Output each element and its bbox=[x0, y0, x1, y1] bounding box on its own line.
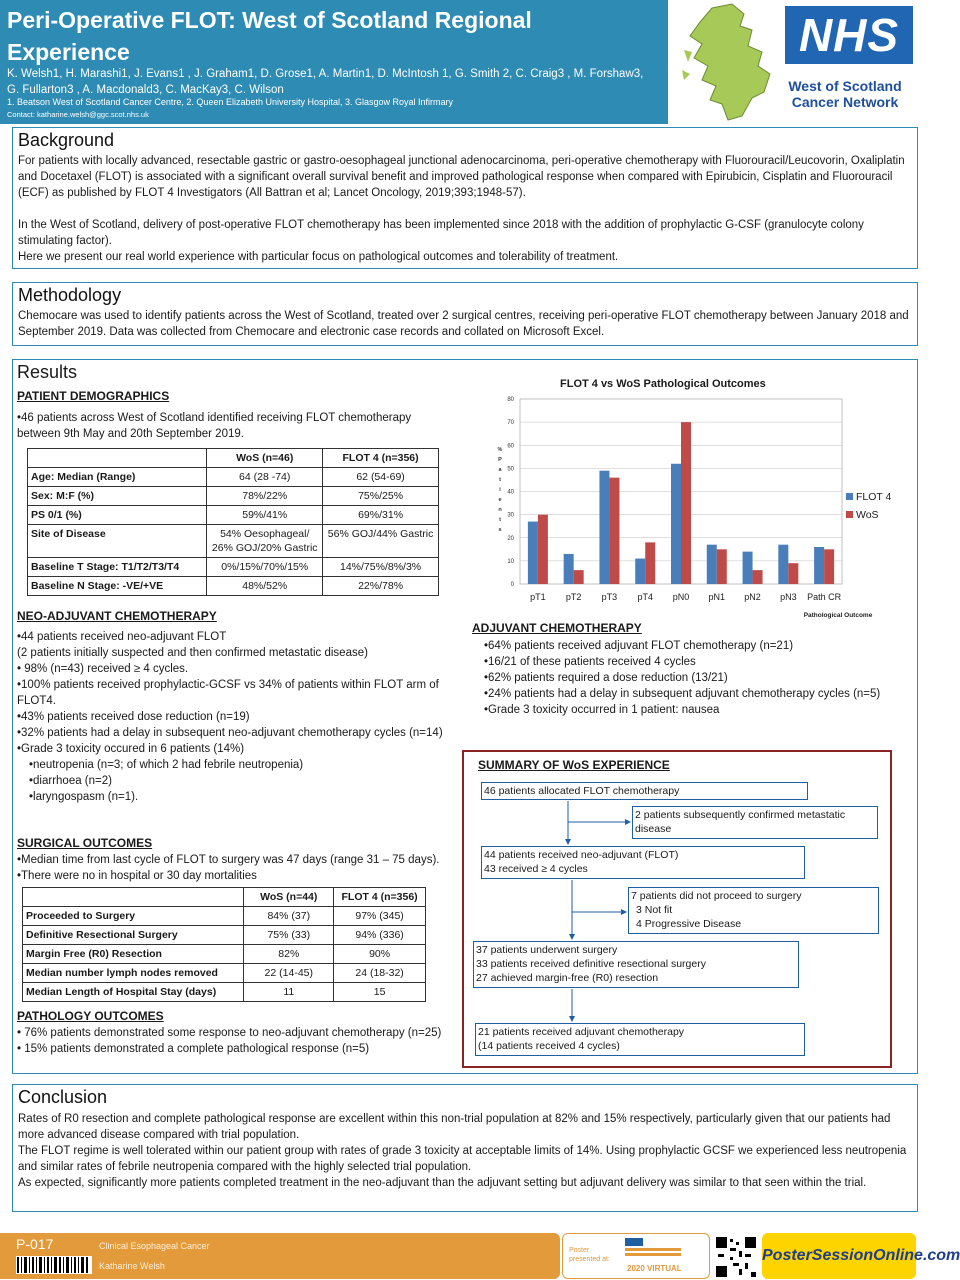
list-item: • 76% patients demonstrated some response to neo-adjuvant chemotherapy (n=25) bbox=[17, 1027, 442, 1039]
background-section bbox=[12, 127, 918, 269]
poster-number: P-017 bbox=[16, 1236, 54, 1252]
table-header-cell: FLOT 4 (n=356) bbox=[323, 449, 439, 468]
bar-wos bbox=[645, 542, 655, 584]
list-item: •Grade 3 toxicity occurred in 1 patient: nausea bbox=[484, 704, 720, 716]
adjuvant-heading: ADJUVANT CHEMOTHERAPY bbox=[472, 621, 642, 635]
list-item: •64% patients received adjuvant FLOT chemotherapy (n=21) bbox=[484, 640, 794, 652]
legend-label: FLOT 4 bbox=[856, 491, 892, 503]
table-cell: 22 (14-45) bbox=[244, 964, 334, 983]
bar-flot-4 bbox=[671, 464, 681, 584]
table-header-row bbox=[28, 449, 439, 468]
bar-wos bbox=[753, 570, 763, 584]
flow-box-allocated: 46 patients allocated FLOT chemotherapy bbox=[481, 782, 808, 800]
table-row bbox=[28, 487, 439, 506]
scotland-map-icon bbox=[672, 0, 782, 124]
background-heading: Background bbox=[18, 130, 115, 150]
conclusion-section bbox=[12, 1084, 918, 1212]
conclusion-p1: Rates of R0 resection and complete pathological response are excellent within this non-trial population at 82% and 15% respectively, particularly given that our patients had more advanced disease compared with trial population. bbox=[18, 1113, 891, 1141]
surgical-table bbox=[22, 887, 426, 1002]
results-heading: Results bbox=[17, 362, 78, 382]
legend-swatch bbox=[846, 493, 853, 500]
table-cell: 15 bbox=[334, 983, 426, 1002]
surgical-list bbox=[17, 852, 457, 884]
conclusion-heading: Conclusion bbox=[18, 1087, 108, 1107]
bar-wos bbox=[609, 478, 619, 584]
table-cell: Sex: M:F (%) bbox=[28, 487, 207, 506]
list-item: •43% patients received dose reduction (n=19) bbox=[17, 711, 250, 723]
list-item: •32% patients had a delay in subsequent neo-adjuvant chemotherapy cycles (n=14) bbox=[17, 727, 443, 739]
table-cell: 56% GOJ/44% Gastric bbox=[323, 525, 439, 558]
network-logo-text: West of Scotland Cancer Network bbox=[788, 78, 902, 110]
table-cell: Median number lymph nodes removed bbox=[23, 964, 244, 983]
background-p3: Here we present our real world experience with particular focus on pathological outcomes and tolerability of treatment. bbox=[18, 251, 619, 263]
table-cell: 97% (345) bbox=[334, 907, 426, 926]
table-cell: Proceeded to Surgery bbox=[23, 907, 244, 926]
table-cell: 82% bbox=[244, 945, 334, 964]
list-item: (2 patients initially suspected and then confirmed metastatic disease) bbox=[17, 647, 368, 659]
x-tick-label: pN3 bbox=[780, 592, 797, 602]
y-tick-label: 20 bbox=[507, 535, 514, 542]
x-tick-label: pN0 bbox=[672, 592, 690, 602]
table-cell: 54% Oesophageal/ 26% GOJ/20% Gastric bbox=[207, 525, 323, 558]
x-tick-label: pT3 bbox=[601, 592, 618, 602]
table-header-row bbox=[23, 888, 426, 907]
demographics-text: •46 patients across West of Scotland identified receiving FLOT chemotherapy between 9th May and 20th September 2019. bbox=[17, 412, 412, 440]
table-cell: 78%/22% bbox=[207, 487, 323, 506]
y-axis-label-char: i bbox=[499, 487, 501, 493]
y-tick-label: 30 bbox=[507, 512, 514, 519]
neoadjuvant-list bbox=[17, 629, 449, 805]
table-row bbox=[28, 558, 439, 577]
table-cell: 64 (28 -74) bbox=[207, 468, 323, 487]
y-tick-label: 80 bbox=[507, 397, 514, 403]
table-row bbox=[28, 525, 439, 558]
contact-email[interactable]: Contact: katharine.welsh@ggc.scot.nhs.uk bbox=[7, 110, 149, 119]
list-item: •62% patients required a dose reduction (13/21) bbox=[484, 672, 728, 684]
x-tick-label: pT1 bbox=[530, 592, 546, 602]
table-header-cell: FLOT 4 (n=356) bbox=[334, 888, 426, 907]
bar-flot-4 bbox=[814, 547, 824, 584]
table-row bbox=[23, 964, 426, 983]
bar-flot-4 bbox=[635, 559, 645, 584]
table-header-cell: WoS (n=44) bbox=[244, 888, 334, 907]
table-row bbox=[23, 907, 426, 926]
qr-code-icon bbox=[715, 1236, 757, 1278]
conclusion-p2: The FLOT regime is well tolerated within our patient group with rates of grade 3 toxicity at acceptable limits of 14%. Using prophylactic GCSF we experienced less neutropenia and similar rates of febrile neutropenia compared with the highly selected trial population. bbox=[18, 1145, 907, 1173]
table-cell: 48%/52% bbox=[207, 577, 323, 596]
esmo-logo-icon bbox=[625, 1238, 685, 1260]
y-axis-label-char: a bbox=[498, 467, 502, 473]
congress-badge: Poster presented at: 2020 VIRTUAL bbox=[562, 1233, 710, 1279]
pathology-list bbox=[17, 1025, 457, 1057]
table-row bbox=[28, 468, 439, 487]
table-cell: 94% (336) bbox=[334, 926, 426, 945]
table-cell: 0%/15%/70%/15% bbox=[207, 558, 323, 577]
legend-label: WoS bbox=[856, 509, 879, 521]
table-cell: 84% (37) bbox=[244, 907, 334, 926]
bar-wos bbox=[788, 563, 798, 584]
pathological-outcomes-chart bbox=[490, 393, 890, 618]
y-tick-label: 40 bbox=[507, 489, 514, 496]
bar-wos bbox=[824, 549, 834, 584]
background-p1: For patients with locally advanced, resectable gastric or gastro-oesophageal junctional adenocarcinoma, peri-operative chemotherapy with Fluorouracil/Leucovorin, Oxaliplatin and Docetaxel (FLOT) is associated with a significant overall survival benefit and improved pathological response when compared with Epirubicin, Cisplatin and Fluorouracil (ECF) as published by FLOT 4 Investigators (All Battran et al; Lancet Oncology, 2019;393;1948-57). bbox=[18, 155, 905, 199]
background-p2: In the West of Scotland, delivery of post-operative FLOT chemotherapy has been implemented since 2018 with the addition of prophylactic G-CSF (granulocyte colony stimulating factor). bbox=[18, 219, 864, 247]
postersessiononline-logo[interactable]: PosterSessionOnline.com bbox=[762, 1233, 916, 1279]
table-cell: 14%/75%/8%/3% bbox=[323, 558, 439, 577]
footer-author: Katharine Welsh bbox=[99, 1261, 165, 1271]
methodology-section bbox=[12, 282, 918, 346]
y-axis-label-char: P bbox=[498, 457, 502, 463]
list-item: •16/21 of these patients received 4 cycles bbox=[484, 656, 696, 668]
bar-flot-4 bbox=[743, 552, 753, 584]
bar-wos bbox=[717, 549, 727, 584]
table-row bbox=[28, 506, 439, 525]
flow-box-metastatic: 2 patients subsequently confirmed metastatic disease bbox=[632, 806, 878, 839]
methodology-heading: Methodology bbox=[18, 285, 122, 305]
flow-box-surgery: 37 patients underwent surgery 33 patients received definitive resectional surgery 27 achieved margin-free (R0) resection bbox=[473, 941, 799, 988]
table-header-cell: WoS (n=46) bbox=[207, 449, 323, 468]
flow-arrows bbox=[462, 750, 892, 1070]
table-cell: Median Length of Hospital Stay (days) bbox=[23, 983, 244, 1002]
bar-flot-4 bbox=[599, 471, 609, 584]
chart-title: FLOT 4 vs WoS Pathological Outcomes bbox=[560, 378, 766, 390]
table-cell: Age: Median (Range) bbox=[28, 468, 207, 487]
bar-flot-4 bbox=[564, 554, 574, 584]
x-tick-label: pN1 bbox=[708, 592, 726, 602]
adjuvant-list bbox=[484, 638, 904, 718]
y-axis-label-char: t bbox=[499, 477, 501, 483]
table-header-cell bbox=[23, 888, 244, 907]
table-cell: Baseline N Stage: -VE/+VE bbox=[28, 577, 207, 596]
table-cell: Site of Disease bbox=[28, 525, 207, 558]
table-cell: 22%/78% bbox=[323, 577, 439, 596]
summary-heading: SUMMARY OF WoS EXPERIENCE bbox=[478, 758, 670, 772]
nhs-logo: NHS bbox=[785, 6, 913, 64]
x-tick-label: Path CR bbox=[807, 592, 842, 602]
conclusion-p3: As expected, significantly more patients completed treatment in the neo-adjuvant than the adjuvant setting but adjuvant delivery was similar to that seen within the trial. bbox=[18, 1177, 867, 1189]
flow-box-no-surgery: 7 patients did not proceed to surgery 3 Not fit 4 Progressive Disease bbox=[628, 887, 879, 934]
barcode-icon bbox=[16, 1256, 92, 1274]
bar-wos bbox=[538, 515, 548, 584]
x-axis-label: Pathological Outcome bbox=[803, 612, 873, 619]
bar-wos bbox=[574, 570, 584, 584]
table-cell: 24 (18-32) bbox=[334, 964, 426, 983]
x-tick-label: pT2 bbox=[565, 592, 582, 602]
bar-flot-4 bbox=[778, 545, 788, 584]
bar-flot-4 bbox=[707, 545, 717, 584]
footer-category: Clinical Esophageal Cancer bbox=[99, 1241, 210, 1251]
list-item: •44 patients received neo-adjuvant FLOT bbox=[17, 631, 227, 643]
list-item: • 98% (n=43) received ≥ 4 cycles. bbox=[17, 663, 189, 675]
surgical-heading: SURGICAL OUTCOMES bbox=[17, 836, 153, 850]
table-row bbox=[23, 926, 426, 945]
legend-swatch bbox=[846, 511, 853, 518]
poster-title: Peri-Operative FLOT: West of Scotland Regional Experience bbox=[7, 7, 532, 65]
y-tick-label: 60 bbox=[507, 443, 514, 450]
table-row bbox=[23, 983, 426, 1002]
table-row bbox=[28, 577, 439, 596]
list-item: •laryngospasm (n=1). bbox=[29, 791, 139, 803]
list-item: • 15% patients demonstrated a complete pathological response (n=5) bbox=[17, 1043, 370, 1055]
pathology-heading: PATHOLOGY OUTCOMES bbox=[17, 1009, 164, 1023]
list-item: •There were no in hospital or 30 day mortalities bbox=[17, 870, 257, 882]
list-item: •Grade 3 toxicity occured in 6 patients (14%) bbox=[17, 743, 245, 755]
table-cell: 11 bbox=[244, 983, 334, 1002]
table-header-cell bbox=[28, 449, 207, 468]
list-item: •24% patients had a delay in subsequent adjuvant chemotherapy cycles (n=5) bbox=[484, 688, 881, 700]
y-axis-label-char: n bbox=[498, 507, 502, 513]
y-axis-label-char: t bbox=[499, 517, 501, 523]
table-cell: 59%/41% bbox=[207, 506, 323, 525]
y-tick-label: 50 bbox=[507, 466, 514, 473]
table-cell: Margin Free (R0) Resection bbox=[23, 945, 244, 964]
list-item: •diarrhoea (n=2) bbox=[29, 775, 112, 787]
affiliations: 1. Beatson West of Scotland Cancer Centre, 2. Queen Elizabeth University Hospital, 3. Glasgow Royal Infirmary bbox=[7, 97, 454, 107]
y-tick-label: 0 bbox=[510, 582, 514, 588]
table-cell: 90% bbox=[334, 945, 426, 964]
y-axis-label-char: % bbox=[497, 447, 503, 453]
table-cell: 75% (33) bbox=[244, 926, 334, 945]
y-axis-label-char: s bbox=[498, 527, 502, 533]
table-row bbox=[23, 945, 426, 964]
table-cell: Definitive Resectional Surgery bbox=[23, 926, 244, 945]
y-tick-label: 10 bbox=[507, 558, 514, 565]
flow-box-adjuvant: 21 patients received adjuvant chemotherapy (14 patients received 4 cycles) bbox=[475, 1023, 805, 1056]
bar-flot-4 bbox=[528, 522, 538, 584]
demographics-heading: PATIENT DEMOGRAPHICS bbox=[17, 389, 170, 403]
x-tick-label: pT4 bbox=[637, 592, 653, 602]
methodology-p1: Chemocare was used to identify patients across the West of Scotland, treated over 2 surgical centres, receiving peri-operative FLOT chemotherapy between January 2018 and September 2019. Data was collected from Chemocare and electronic case records and collated on Microsoft Excel. bbox=[18, 310, 909, 338]
y-axis-label-char: e bbox=[498, 497, 502, 503]
list-item: •Median time from last cycle of FLOT to surgery was 47 days (range 31 – 75 days). bbox=[17, 854, 440, 866]
y-tick-label: 70 bbox=[507, 420, 514, 427]
neoadjuvant-heading: NEO-ADJUVANT CHEMOTHERAPY bbox=[17, 609, 217, 623]
table-cell: 69%/31% bbox=[323, 506, 439, 525]
x-tick-label: pN2 bbox=[744, 592, 761, 602]
table-cell: 62 (54-69) bbox=[323, 468, 439, 487]
bar-wos bbox=[681, 422, 691, 584]
flow-box-neoadjuvant: 44 patients received neo-adjuvant (FLOT) 43 received ≥ 4 cycles bbox=[481, 846, 805, 879]
table-cell: 75%/25% bbox=[323, 487, 439, 506]
author-list: K. Welsh1, H. Marashi1, J. Evans1 , J. Graham1, D. Grose1, A. Martin1, D. McIntosh 1, G. Smith 2, C. Craig3 , M. Forshaw3, G. Fullarton3 , A. Macdonald3, C. MacKay3, C. Wilson bbox=[7, 68, 644, 96]
list-item: •neutropenia (n=3; of which 2 had febrile neutropenia) bbox=[29, 759, 304, 771]
demographics-table bbox=[27, 448, 439, 596]
list-item: •100% patients received prophylactic-GCSF vs 34% of patients within FLOT arm of FLOT4. bbox=[17, 679, 439, 707]
table-cell: Baseline T Stage: T1/T2/T3/T4 bbox=[28, 558, 207, 577]
table-cell: PS 0/1 (%) bbox=[28, 506, 207, 525]
